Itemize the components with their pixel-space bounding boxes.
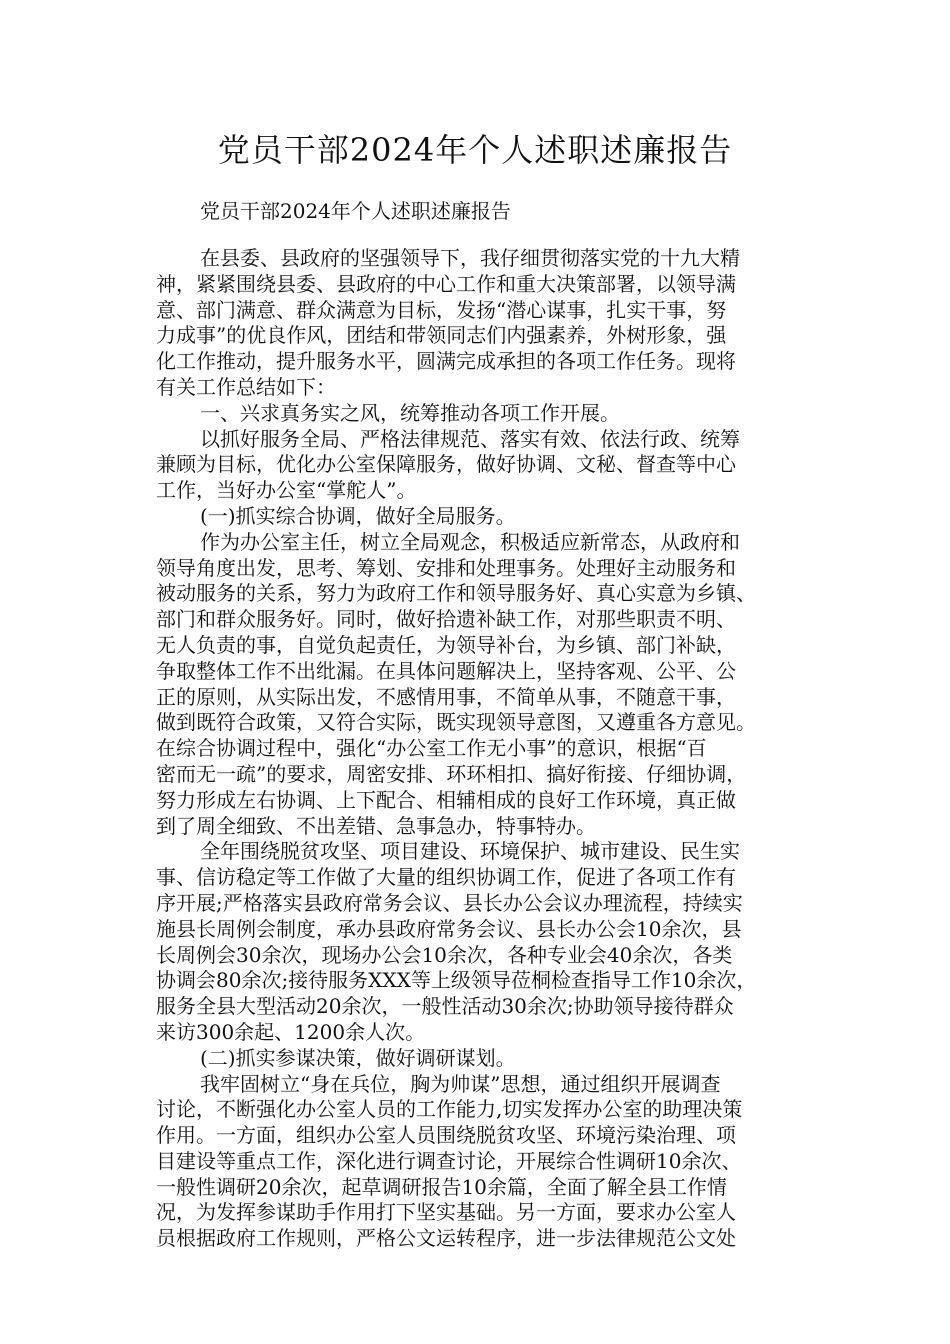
text-line: 一、兴求真务实之风，统筹推动各项工作开展。 <box>200 400 620 425</box>
text-line: 讨论，不断强化办公室人员的工作能力,切实发挥办公室的助理决策 <box>156 1097 743 1122</box>
text-line: 无人负责的事，自觉负起责任，为领导补台，为乡镇、部门补缺， <box>156 632 736 657</box>
text-line: 协调会80余次;接待服务XXX等上级领导莅桐检查指导工作10余次， <box>156 968 757 993</box>
text-line: 被动服务的关系，努力为政府工作和领导服务好、真心实意为乡镇、 <box>156 581 756 606</box>
text-line: 以抓好服务全局、严格法律规范、落实有效、依法行政、统筹 <box>200 426 740 451</box>
text-line: 在县委、县政府的坚强领导下，我仔细贯彻落实党的十九大精 <box>200 246 740 270</box>
text-line: 况，为发挥参谋助手作用打下坚实基础。另一方面，要求办公室人 <box>156 1200 736 1225</box>
text-line: 事、信访稳定等工作做了大量的组织协调工作，促进了各项工作有 <box>156 865 736 890</box>
text-line: 到了周全细致、不出差错、急事急办，特事特办。 <box>156 813 596 838</box>
text-line: 正的原则，从实际出发，不感情用事，不简单从事，不随意干事， <box>156 684 736 709</box>
text-line: 兼顾为目标，优化办公室保障服务，做好协调、文秘、督查等中心 <box>156 452 736 477</box>
text-line: 员根据政府工作规则，严格公文运转程序，进一步法律规范公文处 <box>156 1226 736 1251</box>
text-line: 努力形成左右协调、上下配合、相辅相成的良好工作环境，真正做 <box>156 787 736 812</box>
text-line: (一)抓实综合协调，做好全局服务。 <box>200 503 516 528</box>
text-line: 序开展;严格落实县政府常务会议、县长办公会议办理流程，持续实 <box>156 890 743 915</box>
text-line: 意、部门满意、群众满意为目标，发扬“潜心谋事，扎实干事，努 <box>156 297 727 322</box>
text-line: 工作，当好办公室“掌舵人”。 <box>156 478 417 503</box>
text-line: 有关工作总结如下： <box>156 374 336 399</box>
text-line: 全年围绕脱贫攻坚、项目建设、环境保护、城市建设、民生实 <box>200 839 740 864</box>
text-line: 一般性调研20余次，起草调研报告10余篇，全面了解全县工作情 <box>156 1174 727 1199</box>
text-line: 在综合协调过程中，强化“办公室工作无小事”的意识，根据“百 <box>156 736 707 761</box>
text-line: 来访300余起、1200余人次。 <box>156 1019 426 1044</box>
text-line: 施县长周例会制度，承办县政府常务会议、县长办公会10余次，县 <box>156 916 742 941</box>
text-line: (二)抓实参谋决策，做好调研谋划。 <box>200 1045 516 1070</box>
text-line: 我牢固树立“身在兵位，胸为帅谋”思想，通过组织开展调查 <box>200 1071 721 1096</box>
text-line: 领导角度出发，思考、筹划、安排和处理事务。处理好主动服务和 <box>156 555 736 580</box>
text-line: 化工作推动，提升服务水平，圆满完成承担的各项工作任务。现将 <box>156 349 736 374</box>
text-line: 力成事”的优良作风，团结和带领同志们内强素养，外树形象，强 <box>156 323 727 348</box>
text-line: 作为办公室主任，树立全局观念，积极适应新常态，从政府和 <box>200 529 740 554</box>
text-line: 服务全县大型活动20余次，一般性活动30余次;协助领导接待群众 <box>156 994 734 1019</box>
text-line: 部门和群众服务好。同时，做好拾遗补缺工作，对那些职责不明、 <box>156 607 736 632</box>
text-line: 作用。一方面，组织办公室人员围绕脱贫攻坚、环境污染治理、项 <box>156 1123 736 1148</box>
document-title: 党员干部2024年个人述职述廉报告 <box>217 131 733 169</box>
text-line: 做到既符合政策，又符合实际，既实现领导意图，又遵重各方意见。 <box>156 710 756 735</box>
document-subtitle: 党员干部2024年个人述职述廉报告 <box>200 199 511 223</box>
document-body <box>156 246 816 1252</box>
text-line: 神，紧紧围绕县委、县政府的中心工作和重大决策部署，以领导满 <box>156 271 736 296</box>
text-line: 密而无一疏”的要求，周密安排、环环相扣、搞好衔接、仔细协调， <box>156 761 747 786</box>
text-line: 长周例会30余次，现场办公会10余次，各种专业会40余次，各类 <box>156 942 733 967</box>
text-line: 争取整体工作不出纰漏。在具体问题解决上，坚持客观、公平、公 <box>156 658 736 683</box>
text-line: 目建设等重点工作，深化进行调查讨论，开展综合性调研10余次、 <box>156 1148 742 1173</box>
